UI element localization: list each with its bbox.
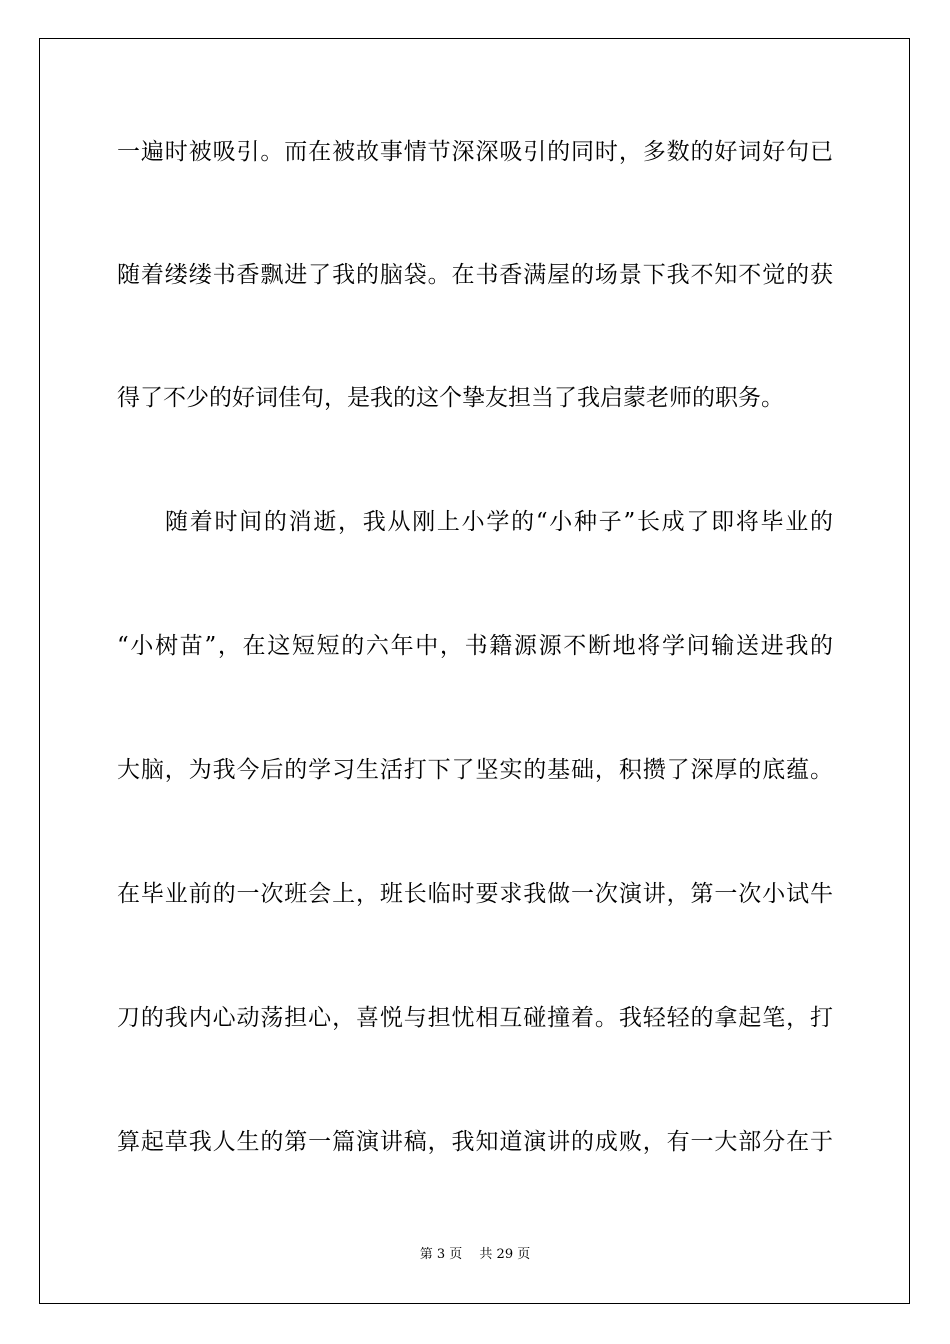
text-line-7: 在毕业前的一次班会上，班长临时要求我做一次演讲，第一次小试牛: [117, 881, 833, 907]
text-line-6: 大脑，为我今后的学习生活打下了坚实的基础，积攒了深厚的底蕴。: [117, 757, 833, 783]
page-number-footer: 第 3 页 共 29 页: [419, 1247, 531, 1262]
text-line-1: 一遍时被吸引。而在被故事情节深深吸引的同时，多数的好词好句已: [117, 139, 833, 165]
page-border: [39, 38, 910, 1304]
text-line-2: 随着缕缕书香飘进了我的脑袋。在书香满屋的场景下我不知不觉的获: [117, 262, 833, 288]
text-line-3: 得了不少的好词佳句，是我的这个挚友担当了我启蒙老师的职务。: [117, 385, 784, 411]
text-line-4-paragraph-start: 随着时间的消逝，我从刚上小学的“小种子”长成了即将毕业的: [165, 509, 833, 535]
text-line-8: 刀的我内心动荡担心，喜悦与担忧相互碰撞着。我轻轻的拿起笔，打: [117, 1005, 833, 1031]
text-line-5: “小树苗”，在这短短的六年中，书籍源源不断地将学问输送进我的: [117, 633, 833, 659]
text-line-9: 算起草我人生的第一篇演讲稿，我知道演讲的成败，有一大部分在于: [117, 1129, 833, 1155]
